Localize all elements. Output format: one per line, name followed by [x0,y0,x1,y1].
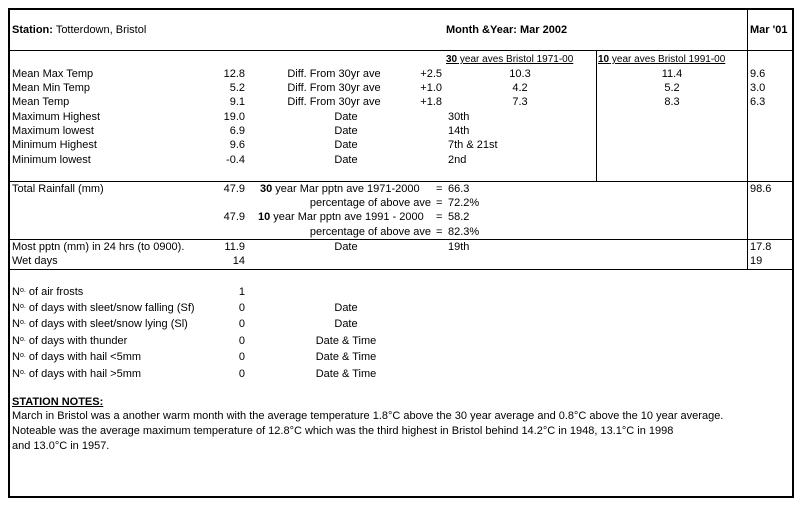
rainfall-divider [9,239,793,240]
station-notes-line: and 13.0°C in 1957. [12,440,110,452]
rainfall-value-2: 47.9 [223,211,245,223]
count-prefix: N [12,318,20,330]
count-sup: o. [19,319,26,326]
ten-year-aves-header [598,53,725,66]
footer-divider [9,496,793,497]
rainfall-10yr-text: year Mar pptn ave 1991 - 2000 [270,211,424,223]
count-prefix: N [12,302,20,314]
station-label: Station: [12,24,53,36]
rainfall-30yr-value: 66.3 [448,183,470,195]
count-text: of days with hail <5mm [25,351,142,363]
temp-diff: +1.0 [420,82,442,94]
rainfall-10yr-value: 58.2 [448,211,470,223]
most-pptn-prev: 17.8 [750,241,772,253]
month-label: Month &Year: [446,24,517,36]
temp-label: Mean Temp [12,96,70,108]
temp-value: 9.1 [229,96,245,108]
prev-year-column-title: Mar '01 [750,24,788,36]
count-sup: o. [19,336,26,343]
header-divider [9,50,793,51]
count-value: 0 [238,351,245,363]
rainfall-pct-label: percentage of above ave [309,226,431,238]
rainfall-label: Total Rainfall (mm) [12,183,104,195]
temp-date: 30th [448,111,470,123]
thirty-year-rest: year aves Bristol 1971-00 [457,54,574,65]
count-mid: Date & Time [315,335,377,347]
count-mid: Date & Time [315,368,377,380]
temp-mid: Diff. From 30yr ave [287,68,381,80]
station-heading [12,24,146,37]
temp-value: 9.6 [229,139,245,151]
temp-mid: Date [334,139,358,151]
count-value: 0 [238,335,245,347]
count-prefix: N [12,368,20,380]
rainfall-pct2: 82.3% [448,226,480,238]
rainfall-pct-label: percentage of above ave [309,197,431,209]
rainfall-pct1: 72.2% [448,197,480,209]
temp-value: 5.2 [229,82,245,94]
rainfall-value: 47.9 [223,183,245,195]
wet-days-value: 14 [232,255,245,267]
count-value: 0 [238,302,245,314]
count-text: of air frosts [25,286,84,298]
temp-mid: Date [334,111,358,123]
count-text: of days with sleet/snow lying (Sl) [25,318,188,330]
rainfall-prev: 98.6 [750,183,772,195]
most-pptn-mid: Date [334,241,358,253]
count-label [12,286,83,299]
rainfall-30yr-text: year Mar pptn ave 1971-2000 [272,183,420,195]
rainfall-10yr-bold: 10 [258,211,271,223]
count-label [12,318,188,331]
rainfall-eq: = [436,226,443,238]
temp-ave30: 10.3 [509,68,531,80]
temp-label: Minimum lowest [12,154,91,166]
count-prefix: N [12,335,20,347]
temps-divider [9,181,793,182]
temp-ave30: 7.3 [512,96,528,108]
rainfall-eq: = [436,183,443,195]
rainfall-30yr-bold: 30 [260,183,273,195]
count-prefix: N [12,351,20,363]
wet-days-prev: 19 [750,255,763,267]
count-mid: Date [334,318,358,330]
rainfall-10yr-line [258,211,424,224]
temp-ave10: 8.3 [664,96,680,108]
station-notes-line: March in Bristol was a another warm month with the average temperature 1.8°C above the 30 year average and 0.8°C above the 10 year average. [12,410,724,422]
prev-column-divider [747,9,748,269]
station-notes-line: Noteable was the average maximum temperature of 12.8°C which was the third highest in Bristol behind 14.2°C in 1948, 13.1°C in 1998 [12,425,674,437]
count-sup: o. [19,287,26,294]
temp-ave10: 5.2 [664,82,680,94]
month-value: Mar 2002 [519,24,568,36]
most-pptn-label: Most pptn (mm) in 24 hrs (to 0900). [12,241,185,253]
temp-diff: +2.5 [420,68,442,80]
temp-value: -0.4 [226,154,245,166]
temp-ave30: 4.2 [512,82,528,94]
rainfall-eq: = [436,211,443,223]
ten-year-rest: year aves Bristol 1991-00 [609,54,726,65]
count-value: 0 [238,368,245,380]
count-label [12,368,141,381]
temp-prev: 6.3 [750,96,766,108]
temp-value: 12.8 [223,68,245,80]
temp-mid: Date [334,125,358,137]
count-label [12,335,127,348]
count-label [12,351,141,364]
temp-prev: 9.6 [750,68,766,80]
month-year-heading [446,24,567,37]
count-mid: Date & Time [315,351,377,363]
temp-date: 7th & 21st [448,139,498,151]
temp-label: Maximum lowest [12,125,94,137]
count-value: 0 [238,318,245,330]
station-notes-title: STATION NOTES: [12,396,104,408]
temp-value: 6.9 [229,125,245,137]
ten-year-bold: 10 [598,54,610,65]
temp-prev: 3.0 [750,82,766,94]
rainfall-30yr-line [260,183,420,196]
count-label [12,302,195,315]
temp-date: 14th [448,125,470,137]
count-sup: o. [19,369,26,376]
aves-column-divider [596,51,597,181]
temp-label: Mean Min Temp [12,82,91,94]
temp-mid: Diff. From 30yr ave [287,82,381,94]
temp-mid: Date [334,154,358,166]
temp-date: 2nd [448,154,467,166]
wet-days-label: Wet days [12,255,58,267]
count-mid: Date [334,302,358,314]
count-sup: o. [19,352,26,359]
most-pptn-date: 19th [448,241,470,253]
count-prefix: N [12,286,20,298]
thirty-year-bold: 30 [446,54,458,65]
temp-diff: +1.8 [420,96,442,108]
count-value: 1 [238,286,245,298]
rainfall-eq: = [436,197,443,209]
count-sup: o. [19,303,26,310]
temp-value: 19.0 [223,111,245,123]
count-text: of days with sleet/snow falling (Sf) [25,302,195,314]
temp-mid: Diff. From 30yr ave [287,96,381,108]
temp-label: Mean Max Temp [12,68,94,80]
count-text: of days with hail >5mm [25,368,142,380]
most-pptn-value: 11.9 [224,241,245,253]
temp-label: Maximum Highest [12,111,101,123]
temp-label: Minimum Highest [12,139,97,151]
thirty-year-aves-header [446,53,573,66]
summary-divider [9,269,793,270]
station-value: Totterdown, Bristol [55,24,147,36]
temp-ave10: 11.4 [661,68,683,80]
count-text: of days with thunder [25,335,128,347]
